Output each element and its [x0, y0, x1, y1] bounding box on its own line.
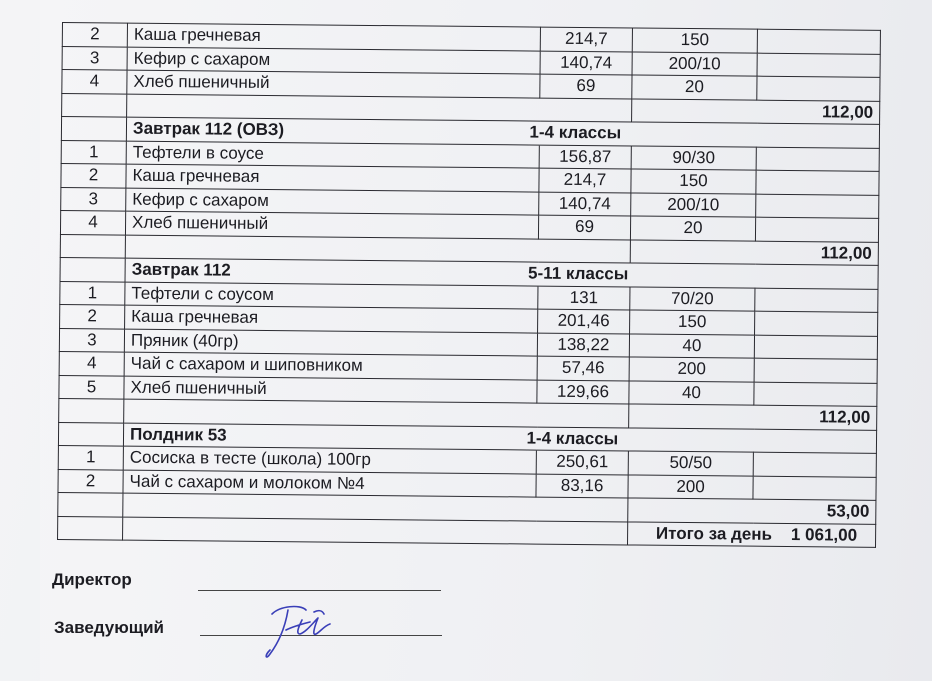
- item-kcal: 140,74: [539, 192, 631, 216]
- item-number: 5: [59, 375, 124, 399]
- item-extra: [757, 76, 880, 101]
- section-price: 112,00: [629, 404, 877, 430]
- item-number: 1: [61, 140, 126, 164]
- item-name: Тефтели в соусе: [126, 141, 539, 168]
- item-name: Хлеб пшеничный: [127, 70, 540, 97]
- item-weight: 50/50: [628, 451, 753, 476]
- total-spacer: [123, 517, 628, 545]
- item-name: Чай с сахаром и шиповником: [124, 352, 537, 379]
- section-title: Полдник 53: [123, 423, 536, 450]
- item-kcal: 131: [538, 286, 630, 310]
- item-name: Тефтели с соусом: [125, 282, 538, 309]
- item-weight: 200: [629, 357, 754, 382]
- item-kcal: 129,66: [537, 380, 629, 404]
- item-kcal: 214,7: [539, 168, 631, 192]
- header-num-cell: [61, 117, 126, 141]
- item-extra: [756, 194, 879, 219]
- director-label: Директор: [52, 570, 132, 589]
- section-price: 112,00: [630, 239, 878, 265]
- section-grade: 1-4 классы: [536, 427, 876, 454]
- item-extra: [754, 358, 877, 383]
- total-label: Итого за день: [655, 523, 773, 544]
- menu-table: [57, 22, 881, 548]
- item-extra: [756, 170, 879, 195]
- item-name: Пряник (40гр): [124, 329, 537, 356]
- item-extra: [756, 147, 879, 172]
- item-weight: 200: [628, 474, 753, 499]
- item-weight: 200/10: [632, 51, 757, 76]
- director-signature-line: [198, 590, 441, 591]
- section-title: Завтрак 112 (ОВЗ): [126, 117, 539, 144]
- item-number: 4: [60, 210, 125, 234]
- item-weight: 200/10: [631, 192, 756, 217]
- price-num-cell: [60, 234, 125, 258]
- header-num-cell: [58, 422, 123, 446]
- item-extra: [753, 476, 876, 501]
- item-weight: 40: [629, 333, 754, 358]
- item-kcal: 250,61: [536, 450, 628, 474]
- item-weight: 20: [630, 216, 755, 241]
- total-value: 1 061,00: [790, 524, 858, 545]
- section-price: 53,00: [628, 498, 876, 524]
- item-extra: [757, 53, 880, 78]
- item-weight: 40: [629, 380, 754, 405]
- item-extra: [755, 311, 878, 336]
- item-weight: 150: [630, 310, 755, 335]
- item-number: 2: [62, 23, 127, 47]
- item-extra: [755, 217, 878, 242]
- price-num-cell: [58, 492, 123, 516]
- item-extra: [754, 335, 877, 360]
- price-num-cell: [59, 398, 124, 422]
- item-kcal: 69: [540, 74, 632, 98]
- item-weight: 90/30: [631, 145, 756, 170]
- item-name: Хлеб пшеничный: [124, 376, 537, 403]
- item-kcal: 201,46: [538, 309, 630, 333]
- item-number: 4: [59, 351, 124, 375]
- total-num-cell: [58, 516, 123, 540]
- section-title: Завтрак 112: [125, 258, 538, 285]
- section-price: 112,00: [632, 98, 880, 124]
- item-extra: [757, 29, 880, 54]
- item-number: 2: [60, 304, 125, 328]
- item-name: Чай с сахаром и молоком №4: [123, 470, 536, 497]
- handwritten-signature: [258, 600, 338, 665]
- item-name: Кефир с сахаром: [127, 47, 540, 74]
- item-name: Сосиска в тесте (школа) 100гр: [123, 446, 536, 473]
- item-kcal: 57,46: [537, 356, 629, 380]
- item-number: 1: [60, 281, 125, 305]
- item-kcal: 83,16: [536, 474, 628, 498]
- item-number: 2: [61, 163, 126, 187]
- item-kcal: 156,87: [539, 145, 631, 169]
- item-name: Кефир с сахаром: [126, 188, 539, 215]
- item-number: 2: [58, 469, 123, 493]
- item-name: Каша гречневая: [125, 305, 538, 332]
- manager-label: Заведующий: [54, 618, 165, 637]
- section-grade: 1-4 классы: [539, 121, 879, 148]
- item-kcal: 140,74: [540, 51, 632, 75]
- item-number: 3: [61, 187, 126, 211]
- item-extra: [754, 382, 877, 407]
- item-number: 3: [59, 328, 124, 352]
- header-num-cell: [60, 257, 125, 281]
- item-weight: 20: [632, 75, 757, 100]
- item-weight: 150: [632, 28, 757, 53]
- item-number: 1: [58, 445, 123, 469]
- item-number: 4: [62, 70, 127, 94]
- item-extra: [755, 288, 878, 313]
- item-kcal: 138,22: [537, 333, 629, 357]
- item-name: Каша гречневая: [127, 23, 540, 50]
- item-extra: [753, 452, 876, 477]
- item-weight: 70/20: [630, 286, 755, 311]
- item-name: Каша гречневая: [126, 164, 539, 191]
- item-kcal: 69: [538, 215, 630, 239]
- total-cell: [628, 521, 876, 547]
- item-name: Хлеб пшеничный: [125, 211, 538, 238]
- item-weight: 150: [631, 169, 756, 194]
- item-number: 3: [62, 46, 127, 70]
- section-grade: 5-11 классы: [538, 262, 878, 289]
- price-num-cell: [62, 93, 127, 117]
- item-kcal: 214,7: [540, 27, 632, 51]
